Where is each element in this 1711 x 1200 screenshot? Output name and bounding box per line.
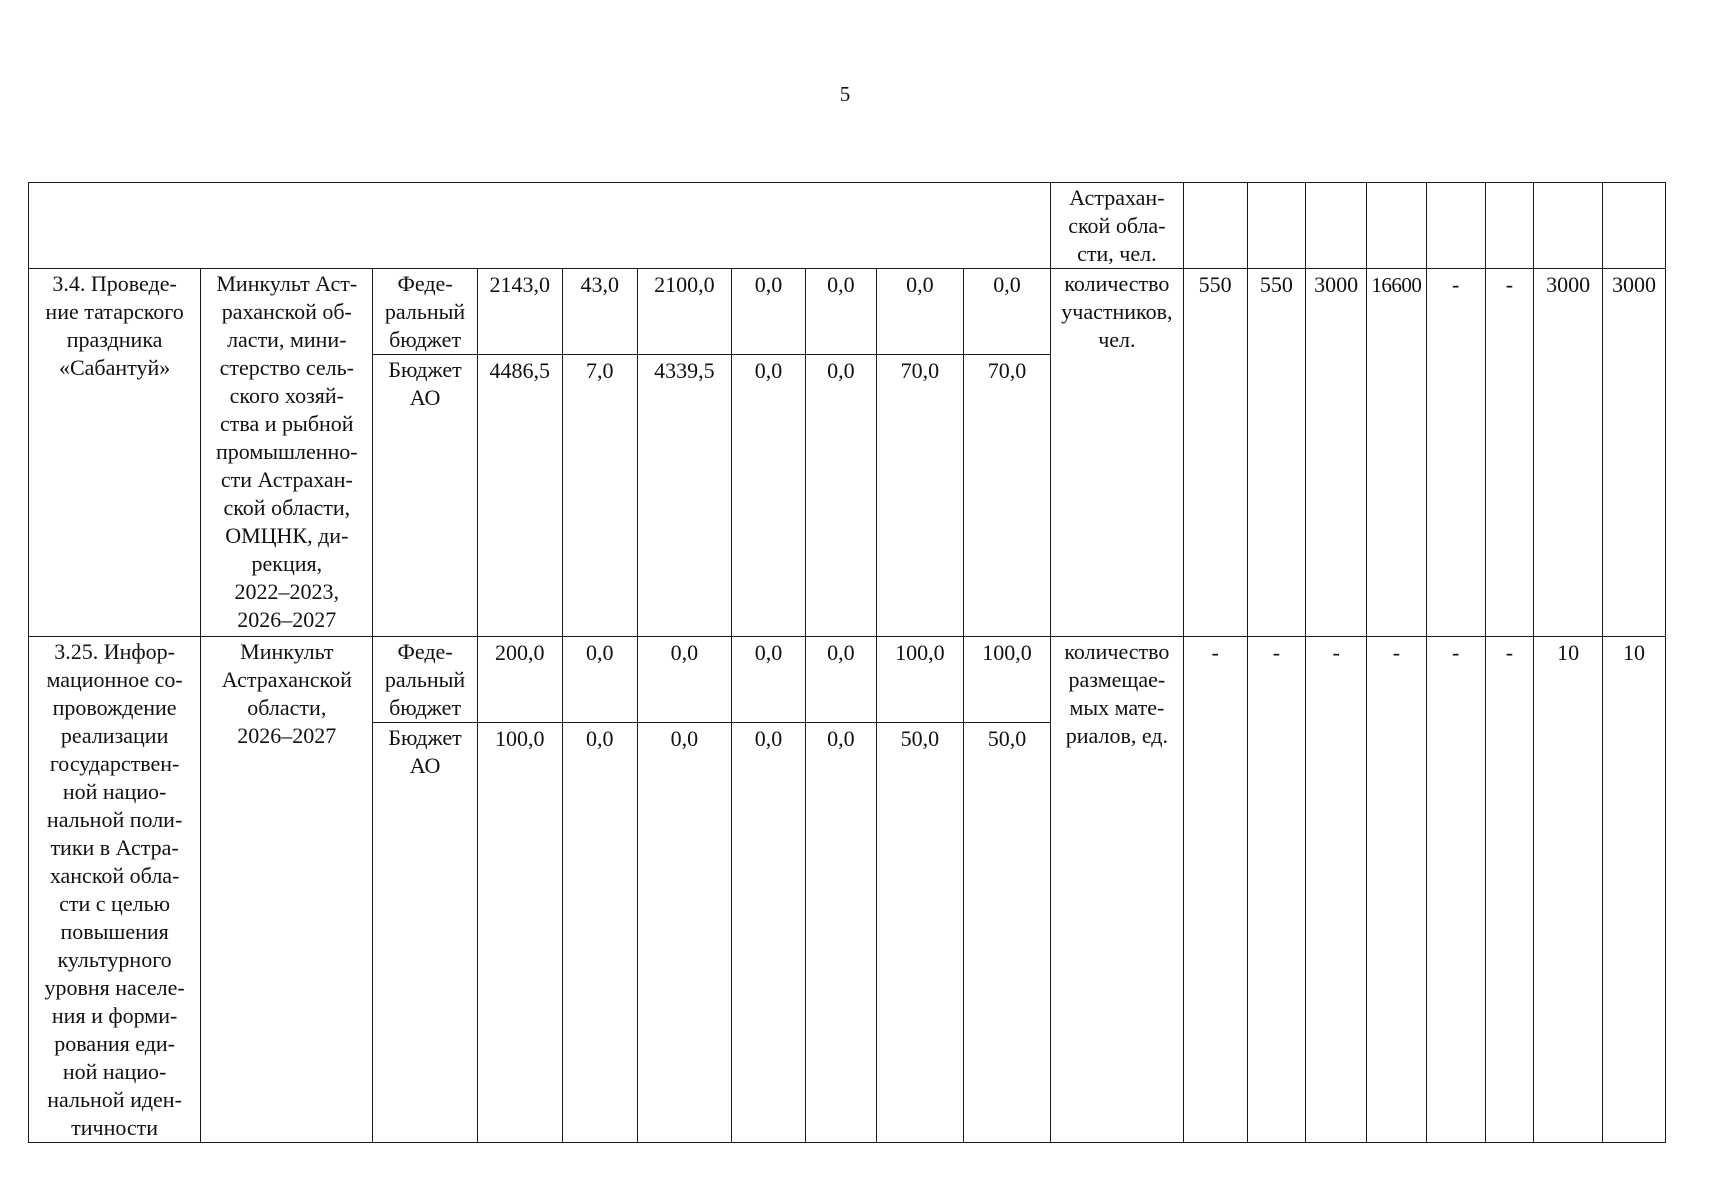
amount-cell: 0,0 — [731, 269, 805, 355]
amount-cell: 0,0 — [805, 723, 876, 1143]
executor-cell: Минкульт Астраханской области, 2026–2027 — [201, 637, 373, 1143]
indicator-value-cell: - — [1426, 269, 1485, 637]
funding-source-cell: Бюджет АО — [373, 723, 477, 1143]
indicator-value-cell: 16600 — [1367, 269, 1427, 637]
continuation-value-cell — [1183, 183, 1247, 269]
amount-cell: 0,0 — [731, 637, 805, 723]
indicator-value-cell: 10 — [1603, 637, 1666, 1143]
amount-cell: 200,0 — [477, 637, 562, 723]
measure-name-cell: 3.25. Инфор- мационное со- провождение реализации государствен- ной нацио- нальной поли- тики в Астра- ханской обла- сти с целью повышения культурного уровня населе- ния и форми- рования еди- ной нацио- нальной иден- тичности — [29, 637, 201, 1143]
continuation-value-cell — [1534, 183, 1603, 269]
amount-cell: 0,0 — [637, 723, 731, 1143]
amount-cell: 0,0 — [562, 637, 637, 723]
continuation-value-cell — [1485, 183, 1534, 269]
amount-cell: 100,0 — [963, 637, 1050, 723]
funding-source-cell: Феде- ральный бюджет — [373, 637, 477, 723]
indicator-value-cell: 3000 — [1306, 269, 1367, 637]
funding-source-cell: Бюджет АО — [373, 355, 477, 637]
indicator-value-cell: 550 — [1183, 269, 1247, 637]
amount-cell: 70,0 — [876, 355, 963, 637]
indicator-cell: количество размещае- мых мате- риалов, ед. — [1051, 637, 1184, 1143]
indicator-value-cell: - — [1183, 637, 1247, 1143]
amount-cell: 50,0 — [876, 723, 963, 1143]
page-number: 5 — [839, 82, 851, 106]
amount-cell: 0,0 — [805, 637, 876, 723]
indicator-value-cell: - — [1426, 637, 1485, 1143]
amount-cell: 2100,0 — [637, 269, 731, 355]
amount-cell: 43,0 — [562, 269, 637, 355]
amount-cell: 0,0 — [805, 269, 876, 355]
amount-cell: 0,0 — [963, 269, 1050, 355]
indicator-value-cell: - — [1367, 637, 1427, 1143]
continuation-value-cell — [1367, 183, 1427, 269]
amount-cell: 0,0 — [637, 637, 731, 723]
continuation-row — [29, 183, 1666, 269]
amount-cell: 100,0 — [477, 723, 562, 1143]
amount-cell: 100,0 — [876, 637, 963, 723]
indicator-value-cell: - — [1485, 637, 1534, 1143]
indicator-value-cell: - — [1247, 637, 1306, 1143]
indicator-value-cell: - — [1485, 269, 1534, 637]
continuation-blank-cell — [29, 183, 1051, 269]
indicator-value-cell: 10 — [1534, 637, 1603, 1143]
continuation-value-cell — [1247, 183, 1306, 269]
indicator-value-cell: - — [1306, 637, 1367, 1143]
funding-source-cell: Феде- ральный бюджет — [373, 269, 477, 355]
program-table — [28, 182, 1666, 1143]
amount-cell: 0,0 — [731, 723, 805, 1143]
amount-cell: 4339,5 — [637, 355, 731, 637]
amount-cell: 0,0 — [876, 269, 963, 355]
continuation-value-cell — [1426, 183, 1485, 269]
amount-cell: 70,0 — [963, 355, 1050, 637]
table-row — [29, 269, 1666, 355]
amount-cell: 0,0 — [731, 355, 805, 637]
amount-cell: 2143,0 — [477, 269, 562, 355]
continuation-indicator-cell: Астрахан- ской обла- сти, чел. — [1051, 183, 1184, 269]
table-row — [29, 637, 1666, 723]
indicator-value-cell: 550 — [1247, 269, 1306, 637]
indicator-value-cell: 3000 — [1603, 269, 1666, 637]
amount-cell: 0,0 — [805, 355, 876, 637]
amount-cell: 50,0 — [963, 723, 1050, 1143]
executor-cell: Минкульт Аст- раханской об- ласти, мини- стерство сель- ского хозяй- ства и рыбной промышленно- сти Астрахан- ской области, ОМЦНК, ди- рекция, 2022–2023, 2026–2027 — [201, 269, 373, 637]
amount-cell: 4486,5 — [477, 355, 562, 637]
measure-name-cell: 3.4. Проведе- ние татарского праздника «Сабантуй» — [29, 269, 201, 637]
continuation-value-cell — [1306, 183, 1367, 269]
continuation-value-cell — [1603, 183, 1666, 269]
indicator-cell: количество участников, чел. — [1051, 269, 1184, 637]
indicator-value-cell: 3000 — [1534, 269, 1603, 637]
amount-cell: 0,0 — [562, 723, 637, 1143]
amount-cell: 7,0 — [562, 355, 637, 637]
